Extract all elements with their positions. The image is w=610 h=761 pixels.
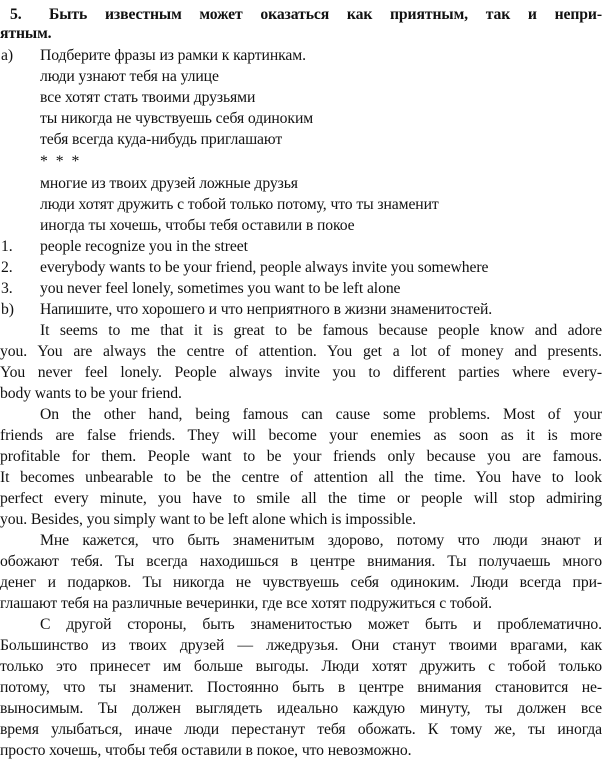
ru-paragraph-2-line: Большинство из твоих друзей — лжедрузья. Они станут твоими врагами, как xyxy=(0,637,602,654)
ru-paragraph-2-line: выносимым. Ты должен выглядеть идеально каждую минуту, ты должен все xyxy=(0,700,602,717)
answer-text: people recognize you in the street xyxy=(40,238,248,255)
answer-number: 1. xyxy=(1,238,13,255)
phrase: тебя всегда куда-нибудь приглашают xyxy=(40,131,283,148)
phrase: ты никогда не чувствуешь себя одиноким xyxy=(40,110,314,127)
part-b-marker: b) xyxy=(1,301,14,318)
answer-text: everybody wants to be your friend, people always invite you somewhere xyxy=(40,259,489,276)
phrase-separator: * * * xyxy=(40,153,82,170)
en-paragraph-2-line: On the other hand, being famous can cause some problems. Most of your xyxy=(40,406,602,423)
en-paragraph-1-line: It seems to me that it is great to be famous because people know and adore xyxy=(40,322,602,339)
ru-paragraph-1-line: Мне кажется, что быть знаменитым здорово, потому что люди знают и xyxy=(40,532,602,549)
ru-paragraph-2-line: просто хочешь, чтобы тебя оставили в покое, что невозможно. xyxy=(0,742,412,759)
en-paragraph-2-line: profitable for them. People want to be your friends only because you are famous. xyxy=(0,448,602,465)
ru-paragraph-1-line: денег и подарков. Ты никогда не чувствуешь себя одиноким. Люди всегда при- xyxy=(0,574,602,591)
ru-paragraph-2-line: С другой стороны, быть знаменитостью может быть и проблематично. xyxy=(40,616,602,633)
part-b-instruction: Напишите, что хорошего и что неприятного в жизни знаменитостей. xyxy=(40,301,493,318)
answer-text: you never feel lonely, sometimes you want to be left alone xyxy=(40,280,401,297)
exercise-title-cont: ятным. xyxy=(0,25,52,42)
ru-paragraph-2-line: время улыбаться, иначе люди перестанут тебя обожать. К тому же, ты иногда xyxy=(0,721,602,738)
ru-paragraph-2-line: потому, что ты знаменит. Постоянно быть в центре внимания становится не- xyxy=(0,679,602,696)
exercise-title: Быть известным может оказаться как приятным, так и непри- xyxy=(49,6,602,23)
ru-paragraph-2-line: только это принесет им больше выгоды. Люди хотят дружить с тобой только xyxy=(0,658,602,675)
part-a-instruction: Подберите фразы из рамки к картинкам. xyxy=(40,47,306,64)
en-paragraph-1-line: you. You are always the centre of attention. You get a lot of money and presents. xyxy=(0,343,602,360)
exercise-number: 5. xyxy=(10,6,22,23)
phrase: люди хотят дружить с тобой только потому, что ты знаменит xyxy=(40,196,439,213)
phrase: люди узнают тебя на улице xyxy=(40,68,219,85)
ru-paragraph-1-line: глашают тебя на различные вечеринки, где все хотят подружиться с тобой. xyxy=(0,595,492,612)
answer-number: 3. xyxy=(1,280,13,297)
phrase: иногда ты хочешь, чтобы тебя оставили в покое xyxy=(40,217,355,234)
ru-paragraph-1-line: обожают тебя. Ты всегда находишься в центре внимания. Ты получаешь много xyxy=(0,553,602,570)
phrase: все хотят стать твоими друзьями xyxy=(40,89,256,106)
en-paragraph-2-line: friends are false friends. They will become your enemies as soon as it is more xyxy=(0,427,602,444)
en-paragraph-1-line: You never feel lonely. People always invite you to different parties where every- xyxy=(0,364,602,381)
en-paragraph-2-line: you. Besides, you simply want to be left alone which is impossible. xyxy=(0,511,416,528)
part-a-marker: a) xyxy=(1,47,13,64)
en-paragraph-2-line: It becomes unbearable to be the centre of attention all the time. You have to look xyxy=(0,469,602,486)
phrase: многие из твоих друзей ложные друзья xyxy=(40,175,298,192)
en-paragraph-2-line: perfect every minute, you have to smile all the time or people will stop admiring xyxy=(0,490,602,507)
answer-number: 2. xyxy=(1,259,13,276)
en-paragraph-1-line: body wants to be your friend. xyxy=(0,385,182,402)
